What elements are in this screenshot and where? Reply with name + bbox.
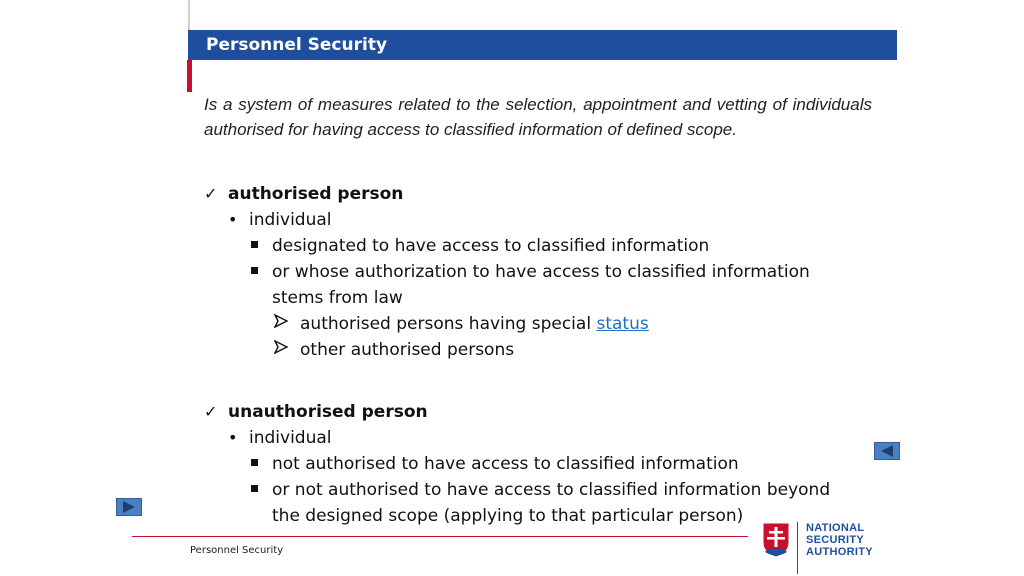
authorised-item-continued: stems from law — [272, 288, 403, 308]
forward-arrow-icon — [117, 499, 141, 515]
square-bullet-icon — [251, 485, 258, 492]
back-arrow-icon — [875, 443, 899, 459]
footer-title: Personnel Security — [190, 545, 284, 556]
back-button[interactable] — [874, 442, 900, 460]
check-icon: ✓ — [204, 184, 218, 203]
square-bullet-icon — [251, 267, 258, 274]
logo-wordmark — [806, 522, 873, 558]
sub-item-text: authorised persons having special — [300, 314, 597, 334]
unauthorised-heading: unauthorised person — [228, 402, 428, 422]
logo-divider — [797, 522, 798, 574]
slovak-emblem-icon — [762, 522, 790, 558]
bullet-icon: • — [228, 210, 238, 229]
logo-line: SECURITY — [806, 534, 865, 546]
page-title: Personnel Security — [188, 30, 897, 60]
authorised-bullet: individual — [249, 210, 332, 230]
arrow-bullet-icon — [274, 336, 288, 362]
unauthorised-item-continued: the designed scope (applying to that particular person) — [272, 506, 744, 526]
top-divider — [188, 0, 190, 30]
intro-paragraph: Is a system of measures related to the selection, appointment and vetting of individuals authorised for having access to classified information of defined scope. — [204, 95, 872, 139]
authorised-item: designated to have access to classified information — [272, 236, 710, 256]
authorised-heading: authorised person — [228, 184, 404, 204]
square-bullet-icon — [251, 241, 258, 248]
unauthorised-item: not authorised to have access to classified information — [272, 454, 739, 474]
bullet-icon: • — [228, 428, 238, 447]
footer-divider — [132, 536, 748, 537]
unauthorised-item: or not authorised to have access to classified information beyond — [272, 480, 831, 500]
logo-line: NATIONAL — [806, 522, 865, 534]
arrow-bullet-icon — [274, 310, 288, 336]
logo-line: AUTHORITY — [806, 546, 873, 558]
sub-item-text: other authorised persons — [300, 340, 515, 360]
forward-button[interactable] — [116, 498, 142, 516]
unauthorised-bullet: individual — [249, 428, 332, 448]
red-accent-bar — [187, 60, 192, 92]
check-icon: ✓ — [204, 402, 218, 421]
square-bullet-icon — [251, 459, 258, 466]
authorised-item: or whose authorization to have access to classified information — [272, 262, 810, 282]
sub-item — [300, 311, 649, 337]
status-link[interactable]: status — [596, 314, 649, 334]
